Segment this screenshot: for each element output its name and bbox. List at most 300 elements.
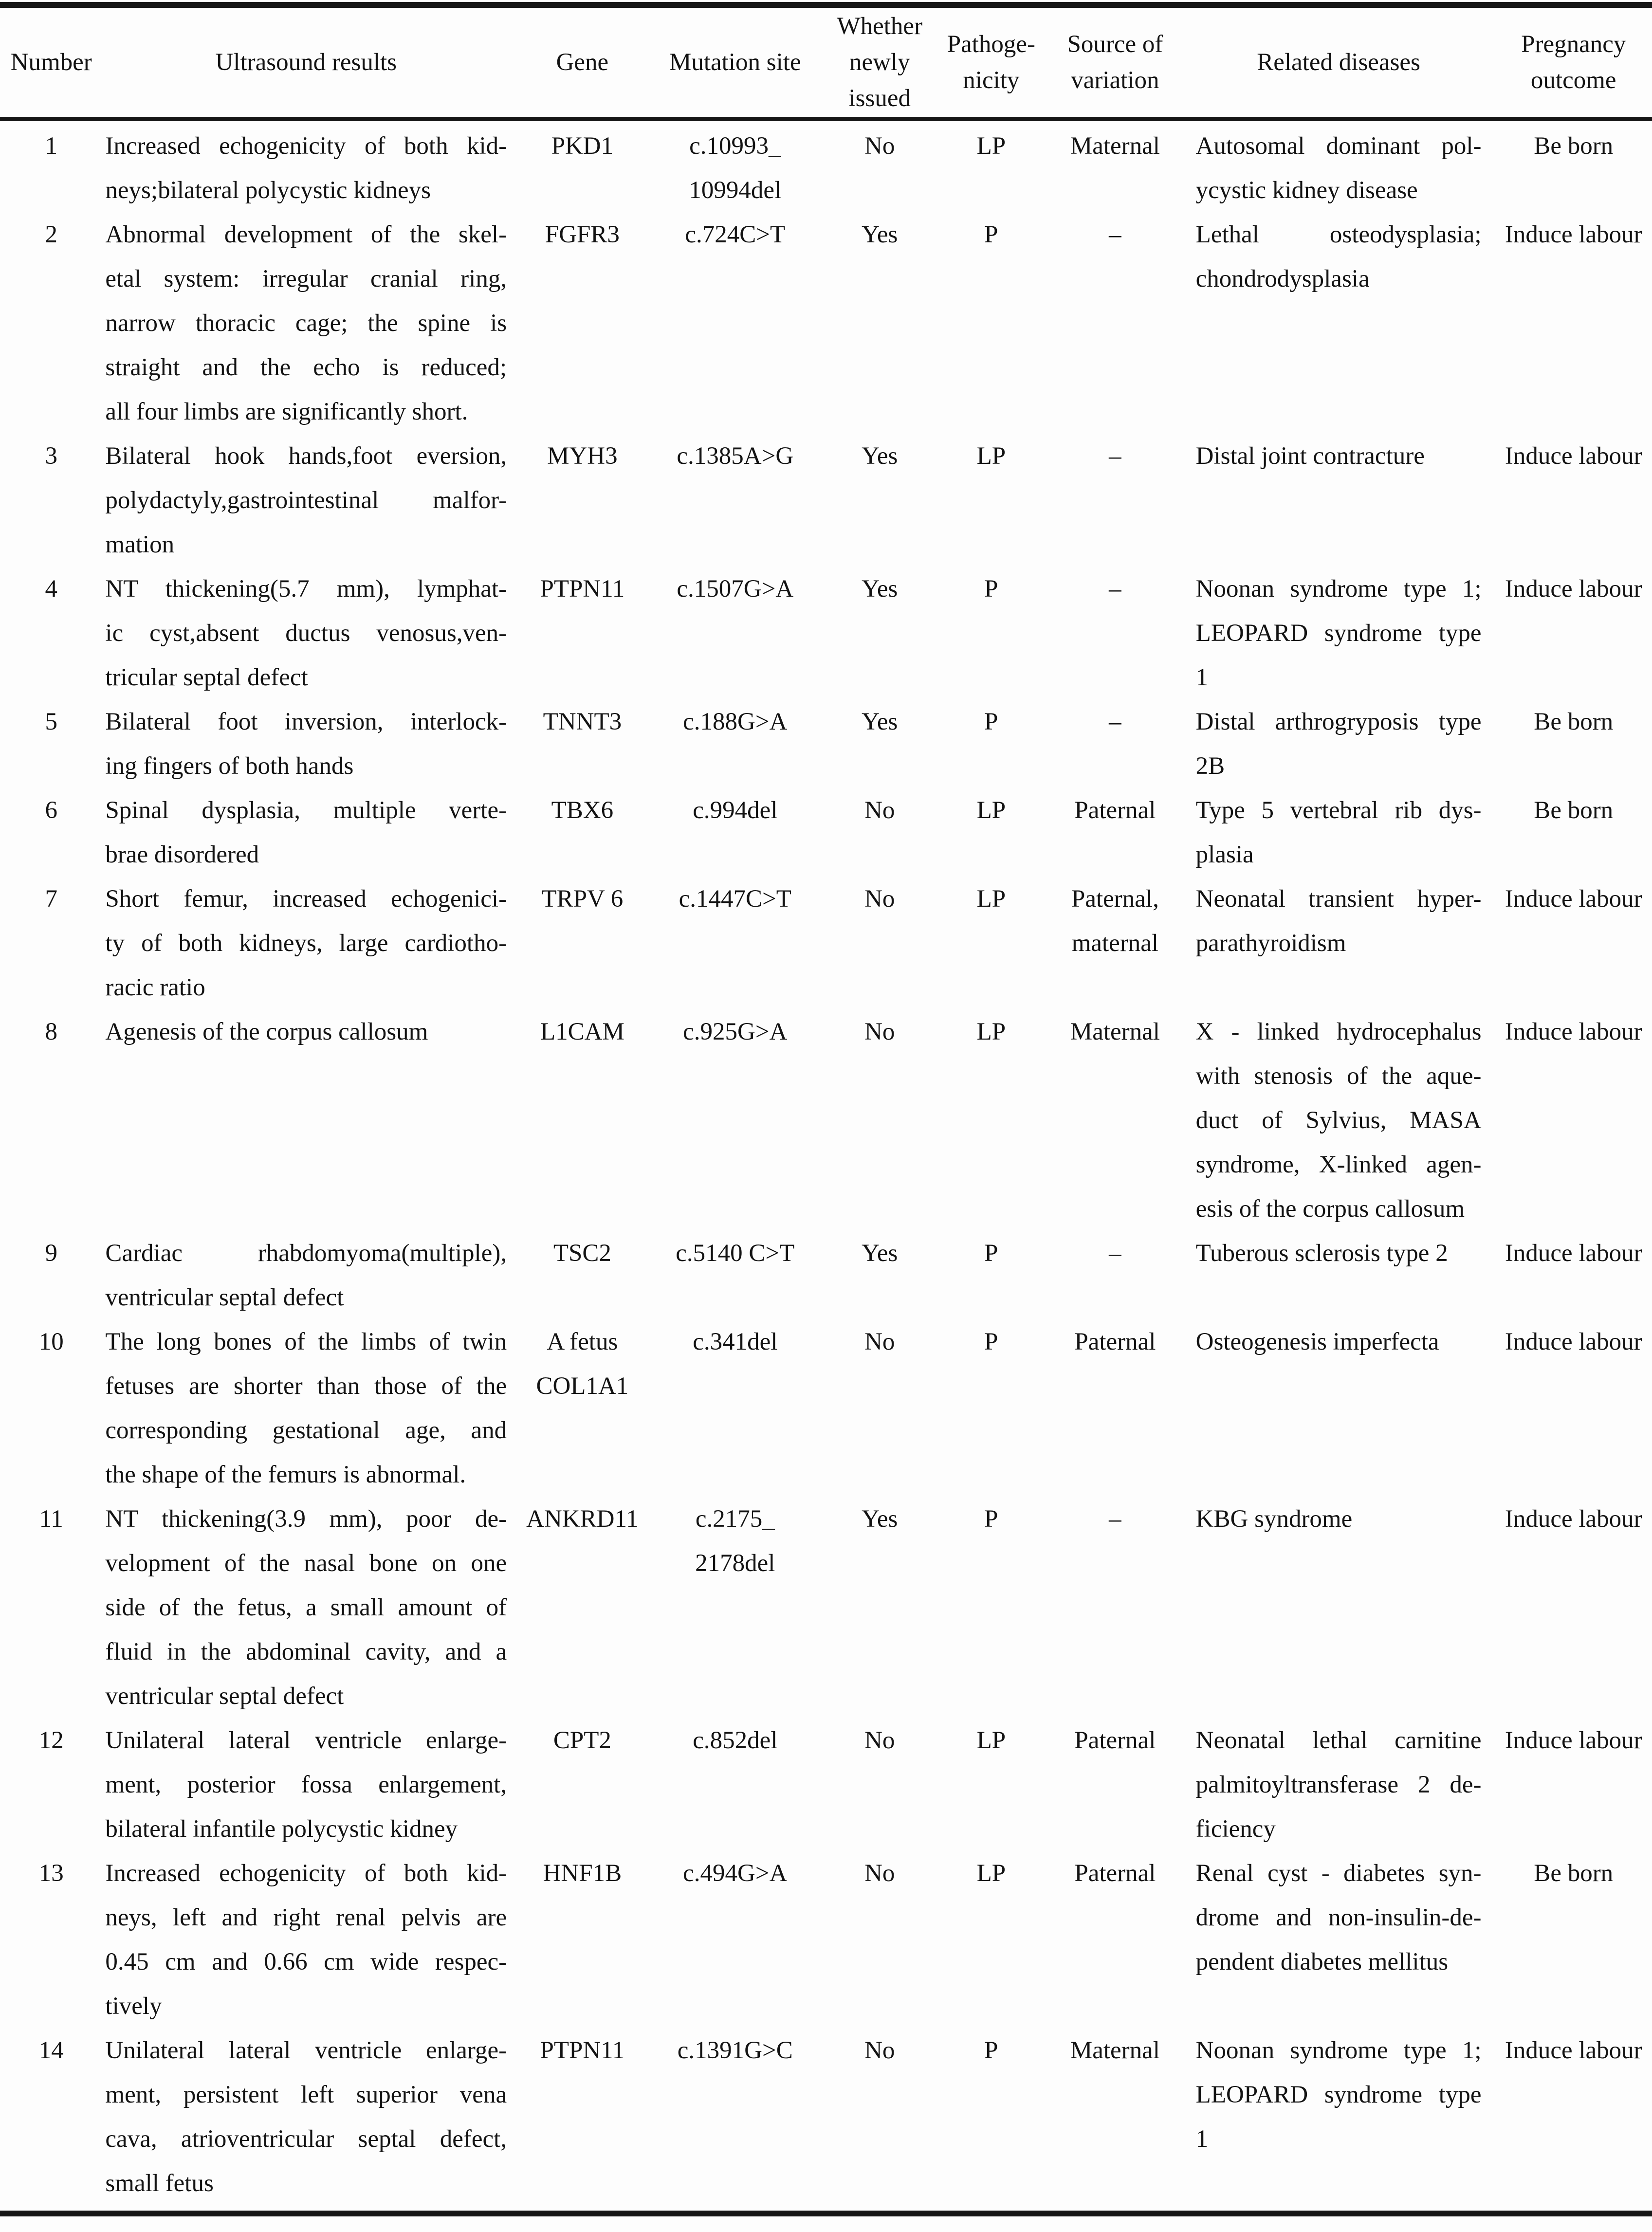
ultrasound-line: ing fingers of both hands: [105, 752, 354, 780]
column-header-gene: [520, 44, 644, 80]
newly-line: No: [864, 1860, 895, 1887]
cell-mutation: [644, 1010, 826, 1231]
related-line: Neonatal transient hyper-: [1195, 885, 1482, 913]
related-line: Noonan syndrome type 1;: [1195, 575, 1482, 603]
ultrasound-line: Agenesis of the corpus callosum: [105, 1018, 428, 1045]
pathogenicity-line: P: [984, 1240, 998, 1267]
column-header-line: Number: [10, 49, 92, 76]
cell-source: [1049, 124, 1181, 213]
ultrasound-line: velopment of the nasal bone on one: [105, 1550, 507, 1577]
mutation-line: c.2175_: [695, 1505, 775, 1533]
cell-related: [1181, 1497, 1495, 1719]
related-line: ycystic kidney disease: [1195, 177, 1418, 204]
cell-number: [0, 1497, 102, 1719]
cell-outcome: [1495, 1320, 1652, 1497]
newly-line: Yes: [862, 442, 898, 470]
cell-source: [1049, 1719, 1181, 1851]
related-line: Distal arthrogryposis type: [1195, 708, 1482, 735]
column-header-line: Related diseases: [1257, 49, 1420, 76]
table-row: [0, 877, 1652, 1010]
source-line: Maternal: [1070, 132, 1160, 160]
table-row: [0, 434, 1652, 567]
cell-mutation: [644, 1497, 826, 1719]
gene-line: HNF1B: [543, 1860, 622, 1887]
cell-mutation: [644, 567, 826, 700]
cell-ultrasound: [102, 877, 520, 1010]
cell-gene: [520, 213, 644, 434]
cell-related: [1181, 1719, 1495, 1851]
column-header-line: Whether: [837, 13, 923, 40]
cell-outcome: [1495, 1497, 1652, 1719]
cell-number: [0, 1719, 102, 1851]
gene-line: FGFR3: [545, 221, 620, 248]
newly-line: Yes: [862, 1240, 898, 1267]
table-row: [0, 2029, 1652, 2206]
cell-outcome: [1495, 434, 1652, 567]
table-row: [0, 1320, 1652, 1497]
cell-mutation: [644, 1851, 826, 2029]
ultrasound-line: Cardiac rhabdomyoma(multiple),: [105, 1240, 507, 1267]
cell-pathogenicity: [934, 1010, 1049, 1231]
outcome-line: Induce labour: [1505, 1328, 1642, 1355]
newly-line: No: [864, 1018, 895, 1045]
cell-pathogenicity: [934, 1851, 1049, 2029]
cell-newly: [826, 2029, 934, 2206]
cell-source: [1049, 1320, 1181, 1497]
cell-number: [0, 877, 102, 1010]
related-line: palmitoyltransferase 2 de-: [1195, 1771, 1482, 1798]
cell-pathogenicity: [934, 124, 1049, 213]
cell-gene: [520, 1497, 644, 1719]
column-header-newly: [826, 8, 934, 116]
newly-line: No: [864, 1727, 895, 1754]
cell-number: [0, 434, 102, 567]
column-header-line: variation: [1071, 67, 1159, 94]
cell-related: [1181, 124, 1495, 213]
ultrasound-line: ment, persistent left superior vena: [105, 2081, 507, 2108]
cell-ultrasound: [102, 1320, 520, 1497]
ultrasound-line: etal system: irregular cranial ring,: [105, 265, 507, 293]
gene-line: MYH3: [547, 442, 618, 470]
newly-line: No: [864, 2037, 895, 2064]
ultrasound-line: neys, left and right renal pelvis are: [105, 1904, 507, 1931]
number-line: 8: [45, 1018, 57, 1045]
gene-line: PKD1: [551, 132, 614, 160]
ultrasound-line: bilateral infantile polycystic kidney: [105, 1815, 458, 1843]
table-row: [0, 1851, 1652, 2029]
cell-mutation: [644, 434, 826, 567]
ultrasound-line: narrow thoracic cage; the spine is: [105, 310, 507, 337]
outcome-line: Induce labour: [1505, 575, 1642, 603]
number-line: 2: [45, 221, 57, 248]
cell-number: [0, 124, 102, 213]
pathogenicity-line: P: [984, 708, 998, 735]
source-line: –: [1109, 1240, 1121, 1267]
pathogenicity-line: LP: [976, 1018, 1006, 1045]
table-bottom-rule: [0, 2211, 1652, 2216]
ultrasound-line: Bilateral foot inversion, interlock-: [105, 708, 507, 735]
column-header-line: Mutation site: [669, 49, 801, 76]
source-line: –: [1109, 442, 1121, 470]
column-header-line: Gene: [556, 49, 609, 76]
column-header-line: Source of: [1067, 31, 1163, 58]
gene-line: COL1A1: [536, 1372, 629, 1400]
column-header-source: [1049, 26, 1181, 98]
cell-newly: [826, 567, 934, 700]
table-row: [0, 1497, 1652, 1719]
mutation-line: c.1385A>G: [677, 442, 794, 470]
related-line: Osteogenesis imperfecta: [1195, 1328, 1439, 1355]
cell-gene: [520, 1851, 644, 2029]
cell-outcome: [1495, 2029, 1652, 2206]
related-line: Type 5 vertebral rib dys-: [1195, 797, 1482, 824]
column-header-line: outcome: [1530, 67, 1616, 94]
pathogenicity-line: LP: [976, 442, 1006, 470]
ultrasound-line: corresponding gestational age, and: [105, 1417, 507, 1444]
newly-line: Yes: [862, 575, 898, 603]
cell-related: [1181, 877, 1495, 1010]
cell-related: [1181, 1010, 1495, 1231]
cell-ultrasound: [102, 213, 520, 434]
table-header-row: [0, 8, 1652, 117]
outcome-line: Be born: [1534, 132, 1614, 160]
cell-source: [1049, 1231, 1181, 1320]
cell-related: [1181, 567, 1495, 700]
ultrasound-line: ventricular septal defect: [105, 1284, 344, 1311]
newly-line: No: [864, 797, 895, 824]
cell-related: [1181, 1231, 1495, 1320]
ultrasound-line: 0.45 cm and 0.66 cm wide respec-: [105, 1948, 507, 1976]
cell-outcome: [1495, 1851, 1652, 2029]
cell-number: [0, 700, 102, 788]
cell-source: [1049, 1497, 1181, 1719]
table-row: [0, 213, 1652, 434]
gene-line: TNNT3: [543, 708, 622, 735]
outcome-line: Induce labour: [1505, 2037, 1642, 2064]
cell-source: [1049, 788, 1181, 877]
table-row: [0, 124, 1652, 213]
column-header-line: Ultrasound results: [215, 49, 397, 76]
ultrasound-line: fetuses are shorter than those of the: [105, 1372, 507, 1400]
newly-line: Yes: [862, 221, 898, 248]
related-line: parathyroidism: [1195, 930, 1346, 957]
cell-ultrasound: [102, 788, 520, 877]
column-header-mutation: [644, 44, 826, 80]
gene-line: TSC2: [553, 1240, 611, 1267]
number-line: 5: [45, 708, 57, 735]
newly-line: Yes: [862, 708, 898, 735]
related-line: with stenosis of the aque-: [1195, 1062, 1482, 1090]
gene-line: L1CAM: [540, 1018, 624, 1045]
cell-mutation: [644, 1719, 826, 1851]
cell-gene: [520, 1231, 644, 1320]
cell-outcome: [1495, 700, 1652, 788]
outcome-line: Induce labour: [1505, 221, 1642, 248]
cell-ultrasound: [102, 1719, 520, 1851]
gene-line: A fetus: [547, 1328, 618, 1355]
number-line: 9: [45, 1240, 57, 1267]
cell-pathogenicity: [934, 1497, 1049, 1719]
cell-ultrasound: [102, 1497, 520, 1719]
mutation-line: c.188G>A: [683, 708, 788, 735]
ultrasound-line: Bilateral hook hands,foot eversion,: [105, 442, 507, 470]
cell-related: [1181, 434, 1495, 567]
cell-pathogenicity: [934, 1719, 1049, 1851]
ultrasound-line: Abnormal development of the skel-: [105, 221, 507, 248]
cell-ultrasound: [102, 434, 520, 567]
gene-line: TBX6: [551, 797, 614, 824]
cell-related: [1181, 788, 1495, 877]
mutation-line: 10994del: [689, 177, 782, 204]
number-line: 14: [38, 2037, 64, 2064]
cell-pathogenicity: [934, 1231, 1049, 1320]
cell-pathogenicity: [934, 877, 1049, 1010]
cell-outcome: [1495, 1010, 1652, 1231]
cell-number: [0, 1231, 102, 1320]
ultrasound-line: small fetus: [105, 2170, 214, 2197]
cell-newly: [826, 434, 934, 567]
related-line: Autosomal dominant pol-: [1195, 132, 1482, 160]
ultrasound-line: ic cyst,absent ductus venosus,ven-: [105, 620, 507, 647]
related-line: syndrome, X-linked agen-: [1195, 1151, 1482, 1178]
cell-mutation: [644, 700, 826, 788]
related-line: Distal joint contracture: [1195, 442, 1425, 470]
source-line: Paternal: [1074, 1727, 1156, 1754]
cell-outcome: [1495, 877, 1652, 1010]
ultrasound-line: The long bones of the limbs of twin: [105, 1328, 507, 1355]
related-line: plasia: [1195, 841, 1254, 868]
related-line: KBG syndrome: [1195, 1505, 1353, 1533]
mutation-line: c.852del: [693, 1727, 778, 1754]
cell-gene: [520, 877, 644, 1010]
pathogenicity-line: P: [984, 2037, 998, 2064]
cell-outcome: [1495, 213, 1652, 434]
number-line: 7: [45, 885, 57, 913]
cell-newly: [826, 1719, 934, 1851]
ultrasound-line: Spinal dysplasia, multiple verte-: [105, 797, 507, 824]
column-header-line: newly: [849, 49, 910, 76]
cell-related: [1181, 700, 1495, 788]
table-top-rule: [0, 2, 1652, 8]
cell-outcome: [1495, 788, 1652, 877]
table-row: [0, 567, 1652, 700]
cell-number: [0, 1010, 102, 1231]
mutation-line: c.925G>A: [683, 1018, 788, 1045]
gene-line: PTPN11: [540, 2037, 625, 2064]
table-row: [0, 1719, 1652, 1851]
column-header-outcome: [1495, 26, 1652, 98]
column-header-line: Pregnancy: [1521, 31, 1626, 58]
ultrasound-line: ty of both kidneys, large cardiotho-: [105, 930, 507, 957]
ultrasound-line: straight and the echo is reduced;: [105, 354, 507, 381]
cell-mutation: [644, 788, 826, 877]
ultrasound-line: neys;bilateral polycystic kidneys: [105, 177, 431, 204]
cell-ultrasound: [102, 1851, 520, 2029]
cell-related: [1181, 1320, 1495, 1497]
cell-pathogenicity: [934, 434, 1049, 567]
cell-outcome: [1495, 1231, 1652, 1320]
cell-gene: [520, 124, 644, 213]
ultrasound-line: polydactyly,gastrointestinal malfor-: [105, 487, 507, 514]
mutation-line: c.341del: [693, 1328, 778, 1355]
pathogenicity-line: LP: [976, 1727, 1006, 1754]
outcome-line: Be born: [1534, 1860, 1614, 1887]
cell-ultrasound: [102, 2029, 520, 2206]
cell-number: [0, 1851, 102, 2029]
cell-newly: [826, 1010, 934, 1231]
cell-mutation: [644, 124, 826, 213]
related-line: pendent diabetes mellitus: [1195, 1948, 1449, 1976]
cell-pathogenicity: [934, 213, 1049, 434]
ultrasound-line: ventricular septal defect: [105, 1683, 344, 1710]
outcome-line: Be born: [1534, 708, 1614, 735]
outcome-line: Induce labour: [1505, 885, 1642, 913]
column-header-line: issued: [848, 85, 911, 112]
outcome-line: Be born: [1534, 797, 1614, 824]
source-line: maternal: [1071, 930, 1159, 957]
source-line: Maternal: [1070, 2037, 1160, 2064]
cell-related: [1181, 213, 1495, 434]
outcome-line: Induce labour: [1505, 1727, 1642, 1754]
related-line: Noonan syndrome type 1;: [1195, 2037, 1482, 2064]
cell-newly: [826, 788, 934, 877]
ultrasound-line: cava, atrioventricular septal defect,: [105, 2125, 507, 2153]
related-line: Renal cyst - diabetes syn-: [1195, 1860, 1482, 1887]
related-line: drome and non-insulin-de-: [1195, 1904, 1482, 1931]
mutation-line: c.994del: [693, 797, 778, 824]
column-header-related: [1181, 44, 1495, 80]
ultrasound-line: fluid in the abdominal cavity, and a: [105, 1638, 507, 1665]
cell-number: [0, 567, 102, 700]
column-header-line: Pathoge-: [947, 31, 1036, 58]
number-line: 12: [38, 1727, 64, 1754]
cell-gene: [520, 700, 644, 788]
number-line: 4: [45, 575, 57, 603]
cell-source: [1049, 877, 1181, 1010]
cell-mutation: [644, 1320, 826, 1497]
ultrasound-line: the shape of the femurs is abnormal.: [105, 1461, 466, 1488]
cell-related: [1181, 1851, 1495, 2029]
mutation-line: c.494G>A: [683, 1860, 788, 1887]
ultrasound-line: Increased echogenicity of both kid-: [105, 132, 507, 160]
ultrasound-line: side of the fetus, a small amount of: [105, 1594, 507, 1621]
cell-newly: [826, 213, 934, 434]
number-line: 10: [38, 1328, 64, 1355]
source-line: –: [1109, 708, 1121, 735]
cell-ultrasound: [102, 1231, 520, 1320]
ultrasound-line: Unilateral lateral ventricle enlarge-: [105, 2037, 507, 2064]
cell-source: [1049, 1851, 1181, 2029]
outcome-line: Induce labour: [1505, 1505, 1642, 1533]
ultrasound-line: NT thickening(5.7 mm), lymphat-: [105, 575, 507, 603]
mutation-line: c.10993_: [689, 132, 781, 160]
column-header-ultrasound: [102, 44, 520, 80]
table-header-rule: [0, 117, 1652, 121]
cell-number: [0, 213, 102, 434]
ultrasound-line: Unilateral lateral ventricle enlarge-: [105, 1727, 507, 1754]
cell-mutation: [644, 1231, 826, 1320]
pathogenicity-line: P: [984, 1505, 998, 1533]
cell-outcome: [1495, 1719, 1652, 1851]
related-line: Neonatal lethal carnitine: [1195, 1727, 1482, 1754]
cell-gene: [520, 1320, 644, 1497]
cell-source: [1049, 434, 1181, 567]
table-row: [0, 1231, 1652, 1320]
number-line: 6: [45, 797, 57, 824]
pathogenicity-line: LP: [976, 885, 1006, 913]
cell-gene: [520, 2029, 644, 2206]
related-line: 2B: [1195, 752, 1225, 780]
mutation-line: 2178del: [695, 1550, 775, 1577]
cell-ultrasound: [102, 1010, 520, 1231]
related-line: LEOPARD syndrome type: [1195, 620, 1482, 647]
ultrasound-line: mation: [105, 531, 175, 558]
number-line: 1: [45, 132, 57, 160]
outcome-line: Induce labour: [1505, 1240, 1642, 1267]
source-line: Paternal: [1074, 1328, 1156, 1355]
cell-gene: [520, 788, 644, 877]
related-line: X - linked hydrocephalus: [1195, 1018, 1482, 1045]
table-row: [0, 788, 1652, 877]
cell-source: [1049, 213, 1181, 434]
cell-pathogenicity: [934, 1320, 1049, 1497]
mutation-line: c.5140 C>T: [676, 1240, 795, 1267]
cell-pathogenicity: [934, 700, 1049, 788]
cell-gene: [520, 1719, 644, 1851]
source-line: Maternal: [1070, 1018, 1160, 1045]
column-header-number: [0, 44, 102, 80]
table-row: [0, 1010, 1652, 1231]
source-line: –: [1109, 575, 1121, 603]
cell-outcome: [1495, 124, 1652, 213]
ultrasound-line: all four limbs are significantly short.: [105, 398, 468, 425]
related-line: ficiency: [1195, 1815, 1276, 1843]
cell-newly: [826, 1320, 934, 1497]
source-line: –: [1109, 1505, 1121, 1533]
cell-newly: [826, 1497, 934, 1719]
cell-number: [0, 1320, 102, 1497]
cell-gene: [520, 1010, 644, 1231]
gene-line: CPT2: [553, 1727, 611, 1754]
mutation-line: c.1447C>T: [679, 885, 791, 913]
column-header-line: nicity: [963, 67, 1020, 94]
source-line: –: [1109, 221, 1121, 248]
pathogenicity-line: LP: [976, 1860, 1006, 1887]
pathogenicity-line: LP: [976, 132, 1006, 160]
outcome-line: Induce labour: [1505, 442, 1642, 470]
cell-number: [0, 788, 102, 877]
cell-pathogenicity: [934, 788, 1049, 877]
column-header-pathogenicity: [934, 26, 1049, 98]
newly-line: No: [864, 132, 895, 160]
related-line: Lethal osteodysplasia;: [1195, 221, 1482, 248]
related-line: duct of Sylvius, MASA: [1195, 1107, 1482, 1134]
ultrasound-line: NT thickening(3.9 mm), poor de-: [105, 1505, 507, 1533]
related-line: 1: [1195, 664, 1209, 691]
cell-ultrasound: [102, 124, 520, 213]
number-line: 13: [38, 1860, 64, 1887]
ultrasound-line: Increased echogenicity of both kid-: [105, 1860, 507, 1887]
cell-newly: [826, 124, 934, 213]
cell-newly: [826, 700, 934, 788]
related-line: LEOPARD syndrome type: [1195, 2081, 1482, 2108]
related-line: esis of the corpus callosum: [1195, 1195, 1465, 1223]
gene-line: TRPV 6: [541, 885, 624, 913]
table-body: [0, 121, 1652, 2211]
cell-newly: [826, 1851, 934, 2029]
cell-source: [1049, 700, 1181, 788]
mutation-line: c.1507G>A: [677, 575, 794, 603]
